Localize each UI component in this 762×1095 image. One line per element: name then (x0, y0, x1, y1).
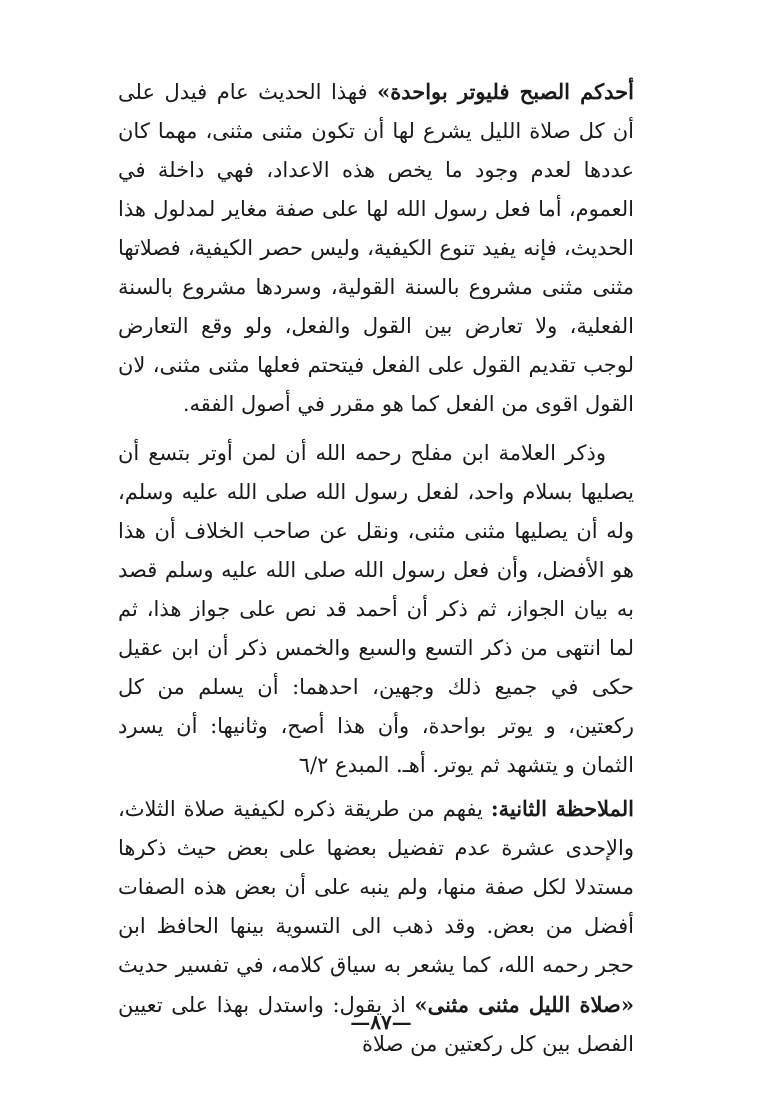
paragraph-text: يفهم من طريقة ذكره لكيفية صلاة الثلاث، والإحدى عشرة عدم تفضيل بعضها على بعض حيث ذكرها مستدلا لكل صفة منها، ولم ينبه على أن بعض هذه الصفات أفضل من بعض. وقد ذهب الى التسوية بينها الحافظ ابن حجر رحمه الله، كما يشعر به سياق كلامه، في تفسير حديث (118, 797, 634, 977)
page-number: —٨٧— (350, 1010, 412, 1034)
paragraph-text: فهذا الحديث عام فيدل على أن كل صلاة الليل يشرع لها أن تكون مثنى مثنى، مهما كان عددها لعدم وجود ما يخص هذه الاعداد، فهي داخلة في العموم، أما فعل رسول الله لها على صفة مغاير لمدلول هذا الحديث، فإنه يفيد تنوع الكيفية، وليس حصر الكيفية، فصلاتها مثنى مثنى مشروع بالسنة القولية، وسردها مشروع بالسنة الفعلية، ولا تعارض بين القول والفعل، ولو وقع التعارض لوجب تقديم القول على الفعل فيتحتم فعلها مثنى مثنى، لان القول اقوى من الفعل كما هو مقرر في أصول الفقه. (118, 80, 634, 416)
paragraph-2 (118, 434, 634, 785)
note-heading: الملاحظة الثانية: (490, 796, 635, 821)
bold-lead: أحدكم الصبح فليوتر بواحدة» (377, 79, 634, 104)
body-text (118, 72, 634, 1064)
paragraph-text: وذكر العلامة ابن مفلح رحمه الله أن لمن أوتر بتسع أن يصليها بسلام واحد، لفعل رسول الله صلى الله عليه وسلم، وله أن يصليها مثنى مثنى، ونقل عن صاحب الخلاف أن هذا هو الأفضل، وأن فعل رسول الله صلى الله عليه وسلم قصد به بيان الجواز، ثم ذكر أن أحمد قد نص على جواز هذا، ثم لما انتهى من ذكر التسع والسبع والخمس ذكر أن ابن عقيل حكى في جميع ذلك وجهين، احدهما: أن يسلم من كل ركعتين، و يوتر بواحدة، وأن هذا أصح، وثانيها: أن يسرد الثمان و يتشهد ثم يوتر. أهـ. المبدع ٦/٢ (118, 441, 634, 777)
hadith-quote: «صلاة الليل مثنى مثنى» (414, 992, 634, 1017)
paragraph-text: اذ يقول: واستدل بهذا على تعيين الفصل بين كل ركعتين من صلاة (118, 993, 634, 1056)
paragraph-1 (118, 72, 634, 424)
